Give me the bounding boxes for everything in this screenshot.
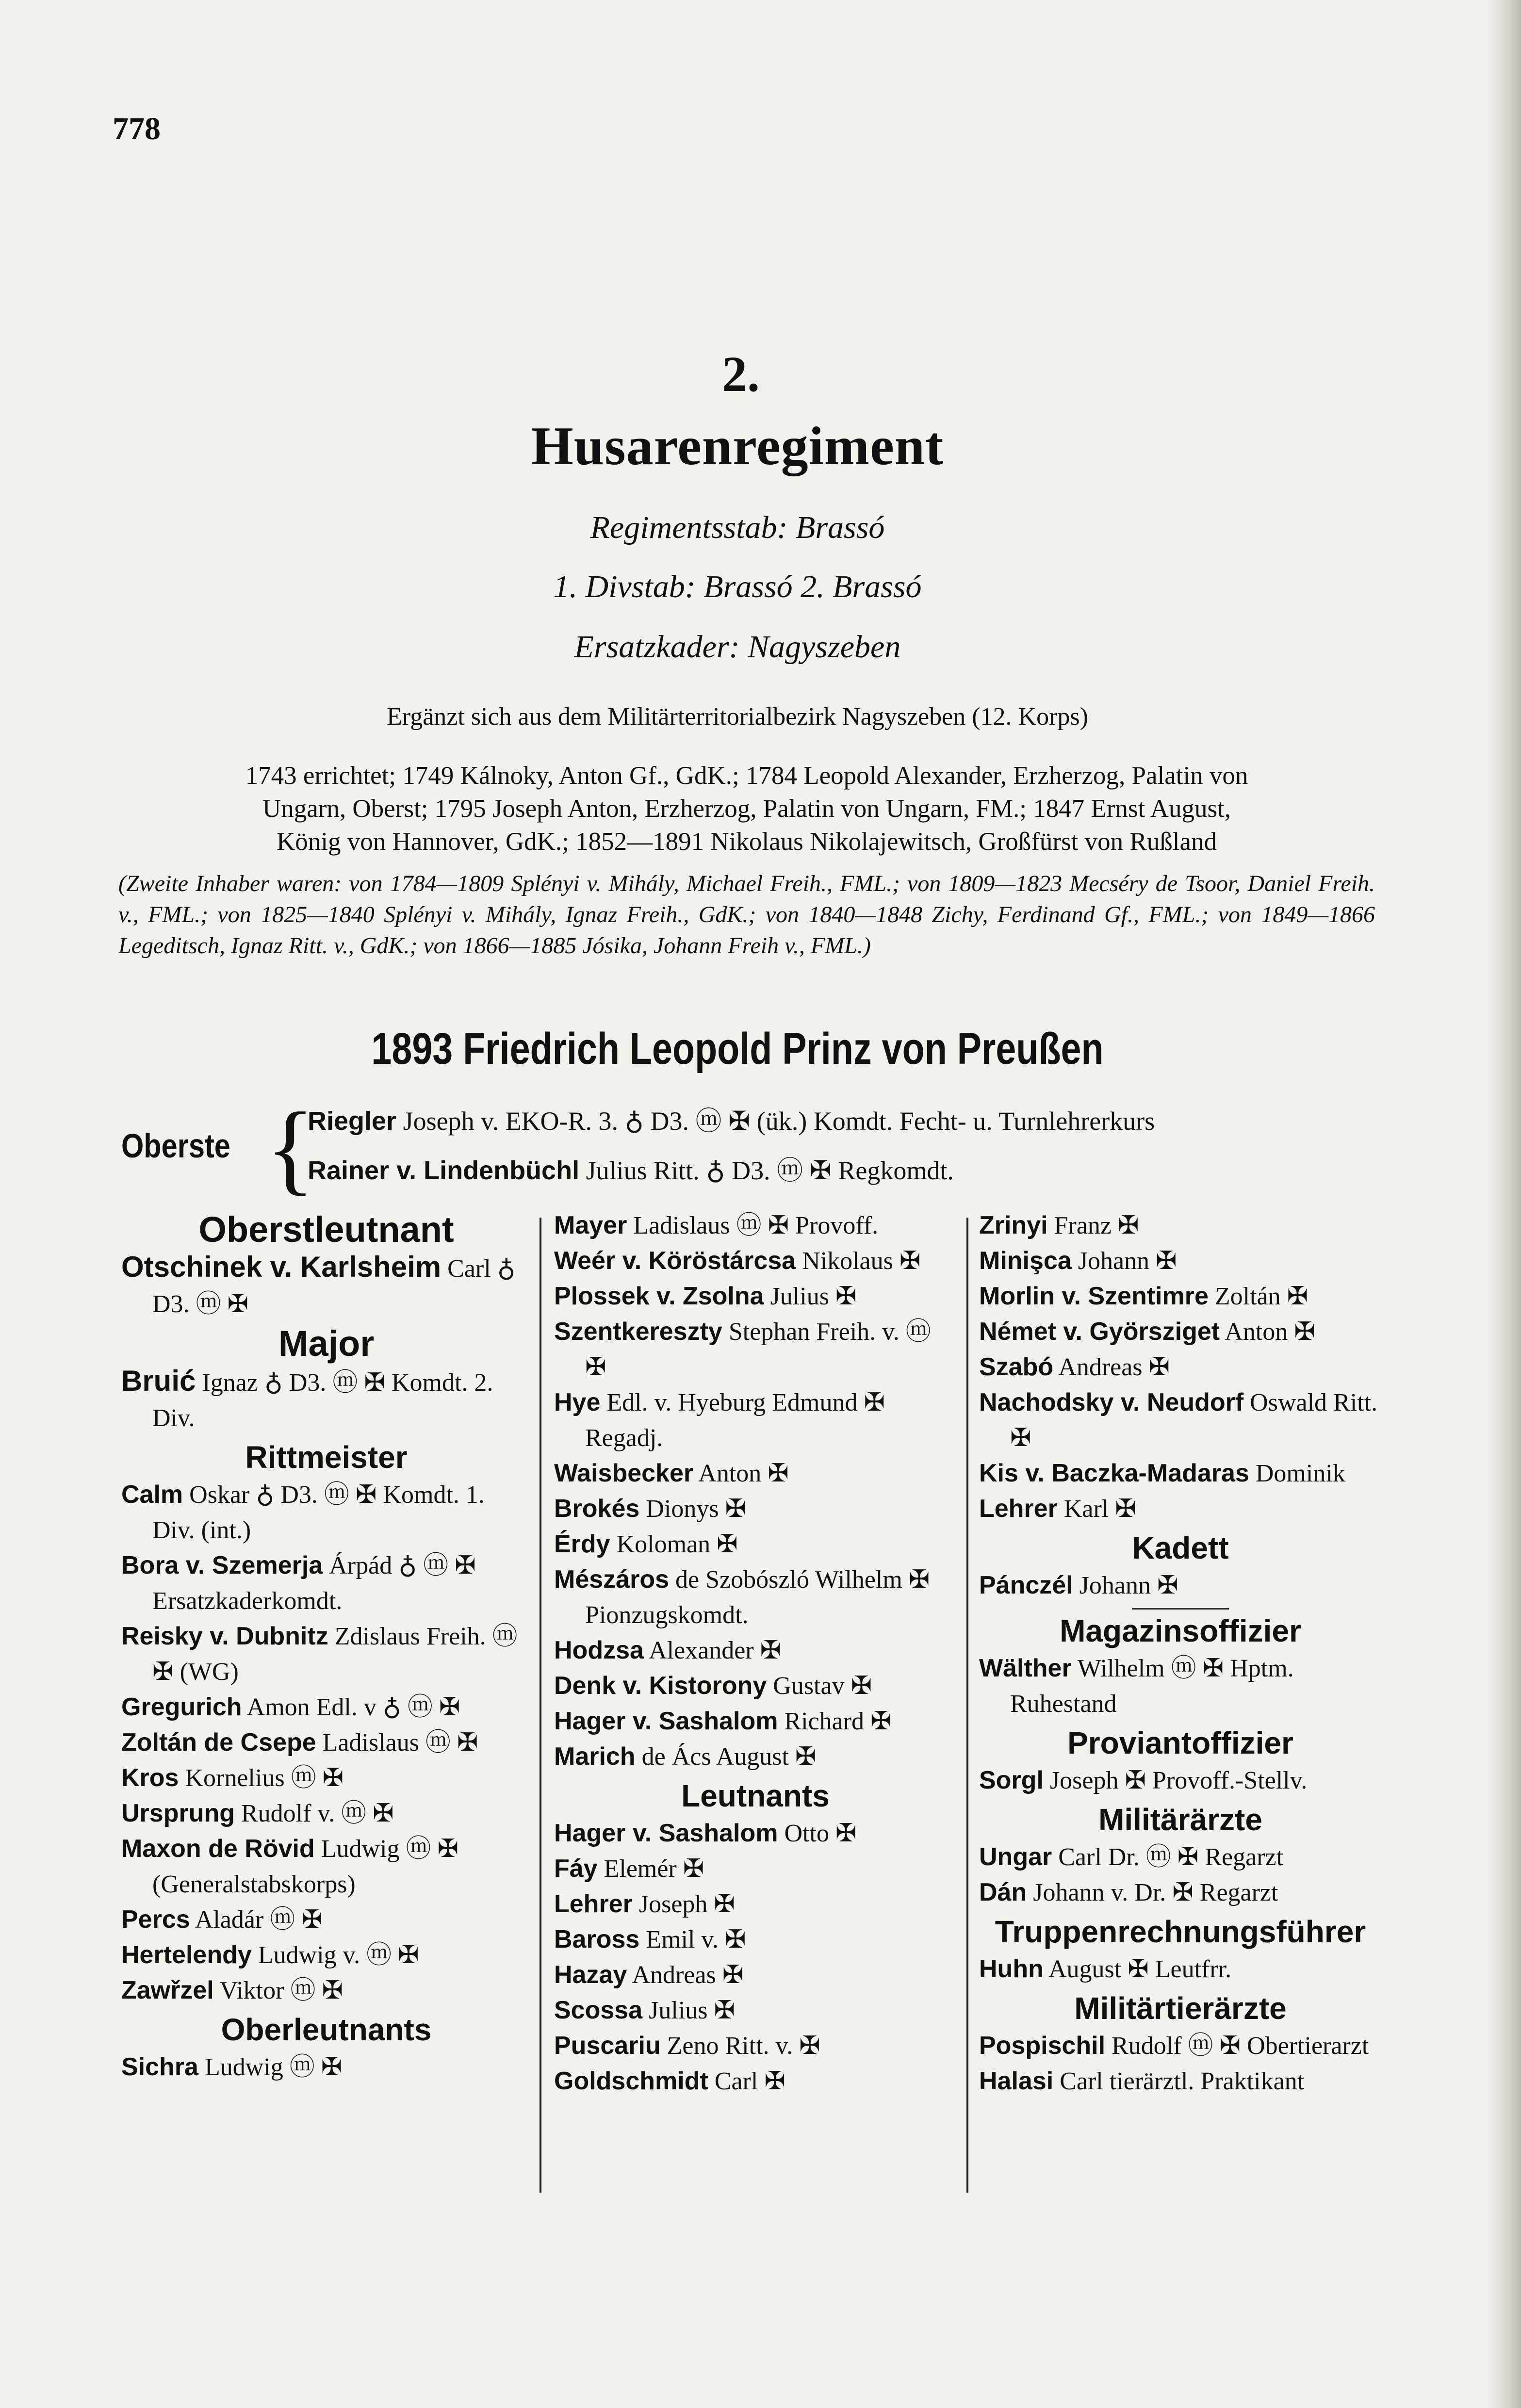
entry-detail: Anton ✠ bbox=[1225, 1318, 1315, 1346]
entry-detail: Joseph v. EKO-R. 3. ♁ D3. ⓜ ✠ (ük.) Komdt. Fecht- u. Turnlehrerkurs bbox=[403, 1106, 1155, 1136]
officer-entry bbox=[979, 1763, 1382, 1798]
entry-detail: Andreas ✠ bbox=[632, 1961, 744, 1989]
section-heading: Major bbox=[278, 1323, 375, 1364]
entry-detail: Wilhelm ⓜ ✠ Hptm. Ruhestand bbox=[1010, 1655, 1294, 1718]
entry-name: Hodzsa bbox=[554, 1636, 644, 1664]
brace: { bbox=[266, 1092, 315, 1204]
section-heading: Kadett bbox=[1132, 1530, 1229, 1565]
officer-entry bbox=[121, 1690, 531, 1725]
entry-detail: Joseph ✠ bbox=[638, 1890, 735, 1918]
section-heading: Magazinsoffizier bbox=[1060, 1613, 1301, 1648]
officer-entry bbox=[979, 1208, 1382, 1243]
entry-detail: Rudolf ⓜ ✠ Obertierarzt bbox=[1112, 2032, 1369, 2060]
entry-detail: Richard ✠ bbox=[784, 1708, 892, 1735]
officer-entry bbox=[979, 1491, 1382, 1527]
entry-detail: Emil v. ✠ bbox=[646, 1926, 746, 1953]
entry-detail: Franz ✠ bbox=[1054, 1212, 1139, 1239]
entry-name: Hertelendy bbox=[121, 1941, 252, 1969]
entry-detail: Amon Edl. v ♁ ⓜ ✠ bbox=[246, 1693, 460, 1721]
entry-name: Baross bbox=[554, 1925, 640, 1953]
officer-entry bbox=[554, 1887, 957, 1922]
entry-name: Marich bbox=[554, 1742, 636, 1771]
entry-detail: Otto ✠ bbox=[784, 1820, 857, 1847]
entry-detail: Johann ✠ bbox=[1078, 1247, 1177, 1275]
officer-entry bbox=[979, 1839, 1382, 1875]
entry-name: Lehrer bbox=[979, 1495, 1058, 1523]
entry-name: Bora v. Szemerja bbox=[121, 1551, 323, 1579]
entry-name: Hager v. Sashalom bbox=[554, 1819, 778, 1847]
entry-name: Riegler bbox=[308, 1106, 397, 1136]
entry-name: Ungar bbox=[979, 1843, 1052, 1871]
entry-detail: Dominik bbox=[1255, 1460, 1345, 1487]
entry-name: Lehrer bbox=[554, 1890, 633, 1918]
entry-detail: de Ács August ✠ bbox=[641, 1743, 817, 1771]
rittmeister-list bbox=[121, 1477, 531, 2008]
officer-entry bbox=[121, 1619, 531, 1690]
entry-name: Zoltán de Csepe bbox=[121, 1728, 316, 1757]
entry-detail: Ludwig ⓜ ✠ (Generalstabskorps) bbox=[152, 1835, 459, 1898]
officer-entry bbox=[979, 1568, 1382, 1603]
officer-entry bbox=[979, 1385, 1382, 1456]
column-2 bbox=[554, 1208, 957, 2099]
entry-name: Gregurich bbox=[121, 1693, 242, 1721]
officer-entry bbox=[979, 2064, 1382, 2099]
entry-name: Denk v. Kistorony bbox=[554, 1672, 767, 1700]
oberleutnant-list-cont bbox=[554, 1208, 957, 1774]
history-line: König von Hannover, GdK.; 1852—1891 Nikolaus Nikolajewitsch, Großfürst von Rußland bbox=[276, 828, 1217, 856]
entry-detail: Árpád ♁ ⓜ ✠ Ersatzkaderkomdt. bbox=[152, 1552, 476, 1615]
entry-detail: Koloman ✠ bbox=[616, 1530, 738, 1558]
entry-detail: Ignaz ♁ D3. ⓜ ✠ Komdt. 2. Div. bbox=[152, 1369, 493, 1432]
officer-entry bbox=[979, 1952, 1382, 1987]
entry-detail: Zdislaus Freih. ⓜ ✠ (WG) bbox=[152, 1623, 518, 1686]
entry-name: Puscariu bbox=[554, 2032, 661, 2060]
leutnant-list bbox=[554, 1816, 957, 2099]
entry-detail: Rudolf v. ⓜ ✠ bbox=[241, 1800, 394, 1827]
regimentsstab: Regimentsstab: Brassó bbox=[590, 510, 885, 545]
column-1 bbox=[121, 1208, 531, 2085]
section-heading: Oberleutnants bbox=[221, 2012, 432, 2047]
entry-name: Rainer v. Lindenbüchl bbox=[308, 1156, 580, 1185]
entry-detail: Alexander ✠ bbox=[649, 1637, 782, 1664]
officer-entry bbox=[121, 1937, 531, 1973]
entry-detail: Carl ♁ D3. ⓜ ✠ bbox=[152, 1255, 516, 1318]
officer-entry bbox=[554, 1816, 957, 1851]
entry-detail: Joseph ✠ Provoff.-Stellv. bbox=[1049, 1767, 1308, 1794]
entry-detail: Ladislaus ⓜ ✠ Provoff. bbox=[633, 1212, 879, 1239]
entry-detail: Carl ✠ bbox=[714, 2067, 785, 2095]
entry-name: Morlin v. Szentimre bbox=[979, 1282, 1209, 1310]
aerzte-list bbox=[979, 1839, 1382, 1910]
leutnant-list-cont bbox=[979, 1208, 1382, 1527]
magazin-list bbox=[979, 1651, 1382, 1722]
officer-entry bbox=[979, 1314, 1382, 1350]
entry-detail: Zoltán ✠ bbox=[1214, 1283, 1308, 1310]
proviant-list bbox=[979, 1763, 1382, 1798]
entry-name: Mayer bbox=[554, 1211, 627, 1239]
entry-detail: August ✠ Leutfrr. bbox=[1048, 1955, 1232, 1983]
officer-entry bbox=[979, 2028, 1382, 2064]
section-heading: Oberstleutnant bbox=[198, 1209, 454, 1250]
divstab: 1. Divstab: Brassó 2. Brassó bbox=[553, 569, 922, 604]
entry-name: Wälther bbox=[979, 1654, 1072, 1682]
entry-detail: Elemér ✠ bbox=[604, 1855, 704, 1883]
entry-name: Zawřzel bbox=[121, 1976, 214, 2004]
entry-detail: Andreas ✠ bbox=[1058, 1353, 1170, 1381]
oberste-label: Oberste bbox=[121, 1127, 230, 1165]
regiment-title: Husarenregiment bbox=[531, 416, 944, 476]
entry-name: Maxon de Rövid bbox=[121, 1835, 315, 1863]
entry-name: Calm bbox=[121, 1481, 183, 1509]
entry-name: Érdy bbox=[554, 1530, 610, 1558]
entry-name: Weér v. Köröstárcsa bbox=[554, 1247, 796, 1275]
entry-detail: Kornelius ⓜ ✠ bbox=[185, 1764, 344, 1792]
entry-name: Halasi bbox=[979, 2067, 1054, 2095]
tieraerzte-list bbox=[979, 2028, 1382, 2099]
scan-edge bbox=[1487, 0, 1521, 2408]
officer-entry bbox=[121, 2050, 531, 2085]
entry-detail: Julius ✠ bbox=[649, 1997, 736, 2024]
officer-entry bbox=[979, 1456, 1382, 1491]
oberleutnant-list bbox=[121, 2050, 531, 2085]
zweite-inhaber: (Zweite Inhaber waren: von 1784—1809 Splényi v. Mihály, Michael Freih., FML.; von 1809—1823 Mecséry de Tsoor, Daniel Freih. v., FML.; von 1825—1840 Splényi v. Mihály, Ignaz Freih., GdK.; von 1840—1848 Zichy, Ferdinand Gf., FML.; von 1849—1866 Legeditsch, Ignaz Ritt. v., GdK.; von 1866—1885 Jósika, Johann Freih v., FML.) bbox=[118, 871, 1375, 959]
officer-entry bbox=[554, 1633, 957, 1668]
entry-detail: Aladár ⓜ ✠ bbox=[195, 1906, 323, 1934]
officer-entry bbox=[121, 1760, 531, 1796]
officer-entry bbox=[554, 1957, 957, 1993]
entry-detail: Ludwig ⓜ ✠ bbox=[204, 2053, 343, 2081]
entry-name: Szentkereszty bbox=[554, 1318, 722, 1346]
history-line: 1743 errichtet; 1749 Kálnoky, Anton Gf., GdK.; 1784 Leopold Alexander, Erzherzog, Palatin von bbox=[245, 762, 1248, 790]
rechnung-list bbox=[979, 1952, 1382, 1987]
oberst-entry bbox=[308, 1150, 1380, 1187]
entry-name: Mészáros bbox=[554, 1565, 669, 1594]
officer-entry bbox=[979, 1243, 1382, 1279]
ersatzkader: Ersatzkader: Nagyszeben bbox=[574, 629, 901, 665]
entry-name: Sorgl bbox=[979, 1766, 1044, 1794]
entry-detail: Karl ✠ bbox=[1063, 1495, 1136, 1523]
officer-entry bbox=[554, 1704, 957, 1739]
inhaber-heading: 1893 Friedrich Leopold Prinz von Preußen bbox=[371, 1024, 1104, 1074]
section-heading: Proviantoffizier bbox=[1067, 1725, 1293, 1760]
entry-name: Zrinyi bbox=[979, 1211, 1048, 1239]
officer-entry bbox=[554, 1922, 957, 1957]
history-line: Ungarn, Oberst; 1795 Joseph Anton, Erzherzog, Palatin von Ungarn, FM.; 1847 Ernst August, bbox=[262, 795, 1231, 823]
officer-entry bbox=[121, 1548, 531, 1619]
officer-entry bbox=[554, 2028, 957, 2064]
entry-detail: Johann v. Dr. ✠ Regarzt bbox=[1033, 1879, 1278, 1906]
section-heading: Leutnants bbox=[681, 1778, 830, 1813]
entry-detail: Carl tierärztl. Praktikant bbox=[1060, 2067, 1305, 2095]
entry-detail: Oskar ♁ D3. ⓜ ✠ Komdt. 1. Div. (int.) bbox=[152, 1481, 485, 1544]
officer-entry bbox=[979, 1875, 1382, 1910]
officer-entry bbox=[121, 1725, 531, 1760]
entry-name: Dán bbox=[979, 1878, 1027, 1906]
entry-detail: Dionys ✠ bbox=[646, 1495, 747, 1523]
oberst-entry bbox=[308, 1100, 1380, 1138]
entry-detail: Anton ✠ bbox=[698, 1460, 789, 1487]
officer-entry bbox=[979, 1279, 1382, 1314]
officer-entry bbox=[121, 1477, 531, 1548]
entry-name: Brokés bbox=[554, 1495, 640, 1523]
entry-name: Ursprung bbox=[121, 1799, 235, 1827]
entry-name: Német v. Györsziget bbox=[979, 1318, 1220, 1346]
officer-entry bbox=[121, 1973, 531, 2008]
officer-entry bbox=[554, 1527, 957, 1562]
history-block bbox=[118, 759, 1375, 858]
entry-name: Pánczél bbox=[979, 1571, 1073, 1599]
entry-name: Hazay bbox=[554, 1961, 627, 1989]
entry-name: Percs bbox=[121, 1905, 190, 1934]
officer-entry bbox=[121, 1363, 531, 1436]
entry-detail: Zeno Ritt. v. ✠ bbox=[667, 2032, 820, 2060]
entry-name: Kros bbox=[121, 1764, 179, 1792]
officer-entry bbox=[121, 1249, 531, 1322]
kadett-list bbox=[979, 1568, 1382, 1603]
entry-detail: Gustav ✠ bbox=[773, 1672, 872, 1700]
officer-entry bbox=[554, 1739, 957, 1774]
entry-detail: Carl Dr. ⓜ ✠ Regarzt bbox=[1058, 1843, 1284, 1871]
officer-entry bbox=[979, 1651, 1382, 1722]
entry-name: Pospischil bbox=[979, 2032, 1106, 2060]
entry-name: Sichra bbox=[121, 2053, 198, 2081]
entry-name: Plossek v. Zsolna bbox=[554, 1282, 764, 1310]
entry-detail: de Szobószló Wilhelm ✠ Pionzugskomdt. bbox=[585, 1566, 930, 1629]
entry-name: Hager v. Sashalom bbox=[554, 1707, 778, 1735]
entry-detail: Stephan Freih. v. ⓜ ✠ bbox=[585, 1318, 931, 1381]
entry-name: Bruić bbox=[121, 1365, 196, 1397]
officer-entry bbox=[554, 1491, 957, 1527]
regiment-number: 2. bbox=[722, 346, 760, 402]
officer-entry bbox=[554, 1208, 957, 1243]
entry-name: Szabó bbox=[979, 1353, 1054, 1381]
column-divider bbox=[540, 1218, 541, 2193]
entry-detail: Johann ✠ bbox=[1079, 1572, 1178, 1599]
entry-detail: Julius ✠ bbox=[770, 1283, 857, 1310]
officer-entry bbox=[979, 1350, 1382, 1385]
section-heading: Militärärzte bbox=[1098, 1802, 1262, 1837]
entry-detail: Edl. v. Hyeburg Edmund ✠ Regadj. bbox=[585, 1389, 885, 1452]
entry-name: Fáy bbox=[554, 1855, 598, 1883]
entry-name: Huhn bbox=[979, 1955, 1044, 1983]
entry-name: Nachodsky v. Neudorf bbox=[979, 1388, 1244, 1416]
entry-detail: Oswald Ritt. ✠ bbox=[1010, 1389, 1378, 1452]
section-heading: Militärtierärzte bbox=[1074, 1991, 1287, 2026]
column-3 bbox=[979, 1208, 1382, 2099]
entry-name: Minişca bbox=[979, 1247, 1072, 1275]
officer-entry bbox=[554, 1562, 957, 1633]
entry-detail: Nikolaus ✠ bbox=[802, 1247, 921, 1275]
entry-name: Waisbecker bbox=[554, 1459, 694, 1487]
officer-entry bbox=[554, 1851, 957, 1887]
entry-name: Hye bbox=[554, 1388, 601, 1416]
officer-entry bbox=[554, 1668, 957, 1704]
entry-detail: Julius Ritt. ♁ D3. ⓜ ✠ Regkomdt. bbox=[586, 1156, 954, 1185]
entry-name: Reisky v. Dubnitz bbox=[121, 1622, 328, 1650]
officer-entry bbox=[554, 1385, 957, 1456]
section-heading: Rittmeister bbox=[245, 1440, 408, 1475]
entry-name: Kis v. Baczka-Madaras bbox=[979, 1459, 1249, 1487]
entry-name: Goldschmidt bbox=[554, 2067, 708, 2095]
entry-detail: Viktor ⓜ ✠ bbox=[219, 1977, 343, 2004]
officer-entry bbox=[554, 1456, 957, 1491]
column-divider bbox=[966, 1218, 968, 2193]
entry-name: Otschinek v. Karlsheim bbox=[121, 1251, 442, 1283]
entry-name: Scossa bbox=[554, 1996, 643, 2024]
section-heading: Truppenrechnungsführer bbox=[995, 1914, 1366, 1949]
page-number: 778 bbox=[113, 111, 161, 146]
officer-entry bbox=[121, 1902, 531, 1937]
ergaenzung-line: Ergänzt sich aus dem Militärterritorialbezirk Nagyszeben (12. Korps) bbox=[387, 703, 1088, 731]
officer-entry bbox=[121, 1796, 531, 1831]
separator bbox=[1132, 1608, 1229, 1610]
officer-entry bbox=[554, 2064, 957, 2099]
officer-entry bbox=[554, 1243, 957, 1279]
officer-entry bbox=[554, 1993, 957, 2028]
officer-entry bbox=[554, 1279, 957, 1314]
entry-detail: Ludwig v. ⓜ ✠ bbox=[258, 1941, 419, 1969]
entry-detail: Ladislaus ⓜ ✠ bbox=[322, 1729, 478, 1757]
officer-entry bbox=[121, 1831, 531, 1902]
officer-entry bbox=[554, 1314, 957, 1385]
